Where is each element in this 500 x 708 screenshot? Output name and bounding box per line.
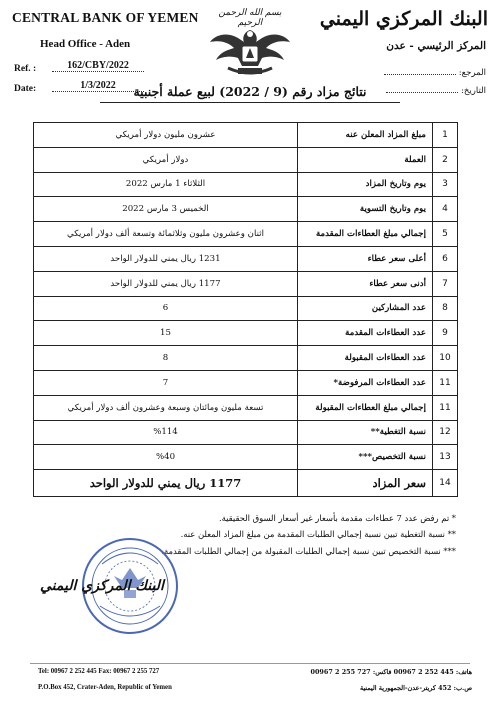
basmala: بسم الله الرحمن الرحيم bbox=[218, 8, 282, 28]
row-label: نسبة التخصيص*** bbox=[298, 445, 433, 470]
row-number: 10 bbox=[433, 346, 458, 371]
footer-contact-arabic: هاتف: 445 252 2 00967 فاكس: 727 255 2 00967 bbox=[310, 668, 472, 676]
date-value: 1/3/2022 bbox=[52, 80, 144, 92]
row-number: 8 bbox=[433, 296, 458, 321]
footnote: ** نسبة التغطية تبين نسبة إجمالي الطلبات المقدمة من مبلغ المزاد المعلن عنه. bbox=[180, 529, 456, 540]
table-row bbox=[34, 197, 458, 222]
row-label: عدد العطاءات المرفوضة* bbox=[298, 370, 433, 395]
row-value: %114 bbox=[34, 420, 298, 445]
table-row bbox=[34, 321, 458, 346]
head-office-arabic: المركز الرئيسي - عدن bbox=[386, 40, 486, 52]
document-heading: نتائج مزاد رقم (9 / 2022) لبيع عملة أجنبية bbox=[100, 84, 400, 103]
row-number: 14 bbox=[433, 470, 458, 497]
ar-date-label: التاريخ: bbox=[461, 86, 486, 96]
yemen-eagle-emblem-icon bbox=[208, 22, 292, 80]
table-row bbox=[34, 296, 458, 321]
row-number: 12 bbox=[433, 420, 458, 445]
row-number: 7 bbox=[433, 271, 458, 296]
row-value: %40 bbox=[34, 445, 298, 470]
bank-name-english: CENTRAL BANK OF YEMEN bbox=[12, 10, 199, 25]
row-label: أعلى سعر عطاء bbox=[298, 246, 433, 271]
row-number: 1 bbox=[433, 123, 458, 148]
row-label: عدد العطاءات المقبولة bbox=[298, 346, 433, 371]
table-row bbox=[34, 395, 458, 420]
row-value: اثنان وعشرون مليون وثلاثمائة وتسعة ألف دولار أمريكي bbox=[34, 222, 298, 247]
table-row bbox=[34, 445, 458, 470]
row-value: الثلاثاء 1 مارس 2022 bbox=[34, 172, 298, 197]
row-label: سعر المزاد bbox=[298, 470, 433, 497]
auction-results-table bbox=[33, 122, 458, 497]
row-number: 3 bbox=[433, 172, 458, 197]
row-number: 4 bbox=[433, 197, 458, 222]
row-label: مبلغ المزاد المعلن عنه bbox=[298, 123, 433, 148]
row-value: دولار أمريكي bbox=[34, 147, 298, 172]
row-value: 15 bbox=[34, 321, 298, 346]
head-office-english: Head Office - Aden bbox=[40, 38, 131, 50]
row-label: العملة bbox=[298, 147, 433, 172]
table-row bbox=[34, 346, 458, 371]
row-number: 13 bbox=[433, 445, 458, 470]
table-row bbox=[34, 370, 458, 395]
footer-address-english: P.O.Box 452, Crater-Aden, Republic of Yemen bbox=[38, 684, 172, 691]
row-value: تسعة مليون ومائتان وسبعة وعشرون ألف دولار أمريكي bbox=[34, 395, 298, 420]
row-number: 2 bbox=[433, 147, 458, 172]
ar-ref-field bbox=[376, 66, 486, 78]
row-value: 1177 ريال يمني للدولار الواحد bbox=[34, 271, 298, 296]
table-row bbox=[34, 147, 458, 172]
ar-ref-label: المرجع: bbox=[458, 68, 486, 78]
bank-name-arabic: البنك المركزي اليمني bbox=[319, 8, 488, 30]
row-value: عشرون مليون دولار أمريكي bbox=[34, 123, 298, 148]
row-label: عدد المشاركين bbox=[298, 296, 433, 321]
row-label: إجمالي مبلغ العطاءات المقبولة bbox=[298, 395, 433, 420]
footer-address-arabic: ص.ب: 452 كريتر-عدن-الجمهورية اليمنية bbox=[359, 684, 472, 692]
footer-contact-english: Tel: 00967 2 252 445 Fax: 00967 2 255 727 bbox=[38, 668, 160, 675]
row-label: يوم وتاريخ المزاد bbox=[298, 172, 433, 197]
row-value: 1177 ريال يمني للدولار الواحد bbox=[34, 470, 298, 497]
row-value: 1231 ريال يمني للدولار الواحد bbox=[34, 246, 298, 271]
footer-divider bbox=[30, 663, 470, 664]
table-row bbox=[34, 246, 458, 271]
table-row bbox=[34, 420, 458, 445]
table-row bbox=[34, 271, 458, 296]
ar-ref-line bbox=[384, 66, 456, 75]
table-row bbox=[34, 222, 458, 247]
row-value: 7 bbox=[34, 370, 298, 395]
table-row bbox=[34, 123, 458, 148]
row-number: 9 bbox=[433, 321, 458, 346]
row-value: الخميس 3 مارس 2022 bbox=[34, 197, 298, 222]
row-label: إجمالي مبلغ العطاءات المقدمة bbox=[298, 222, 433, 247]
footnote: * تم رفض عدد 7 عطاءات مقدمة بأسعار غير أسعار السوق الحقيقية. bbox=[219, 513, 456, 523]
signature: البنك المركزي اليمني bbox=[40, 578, 164, 594]
table-row bbox=[34, 470, 458, 497]
date-label: Date: bbox=[14, 84, 37, 94]
row-label: يوم وتاريخ التسوية bbox=[298, 197, 433, 222]
row-number: 11 bbox=[433, 395, 458, 420]
row-number: 11 bbox=[433, 370, 458, 395]
row-number: 5 bbox=[433, 222, 458, 247]
footnote: *** نسبة التخصيص تبين نسبة إجمالي الطلبات المقبولة من إجمالي الطلبات المقدمة. bbox=[161, 545, 456, 556]
row-label: عدد العطاءات المقدمة bbox=[298, 321, 433, 346]
row-value: 8 bbox=[34, 346, 298, 371]
row-label: أدنى سعر عطاء bbox=[298, 271, 433, 296]
row-number: 6 bbox=[433, 246, 458, 271]
table-row bbox=[34, 172, 458, 197]
row-label: نسبة التغطية** bbox=[298, 420, 433, 445]
ref-label: Ref. : bbox=[14, 64, 37, 74]
ref-value: 162/CBY/2022 bbox=[52, 60, 144, 72]
row-value: 6 bbox=[34, 296, 298, 321]
